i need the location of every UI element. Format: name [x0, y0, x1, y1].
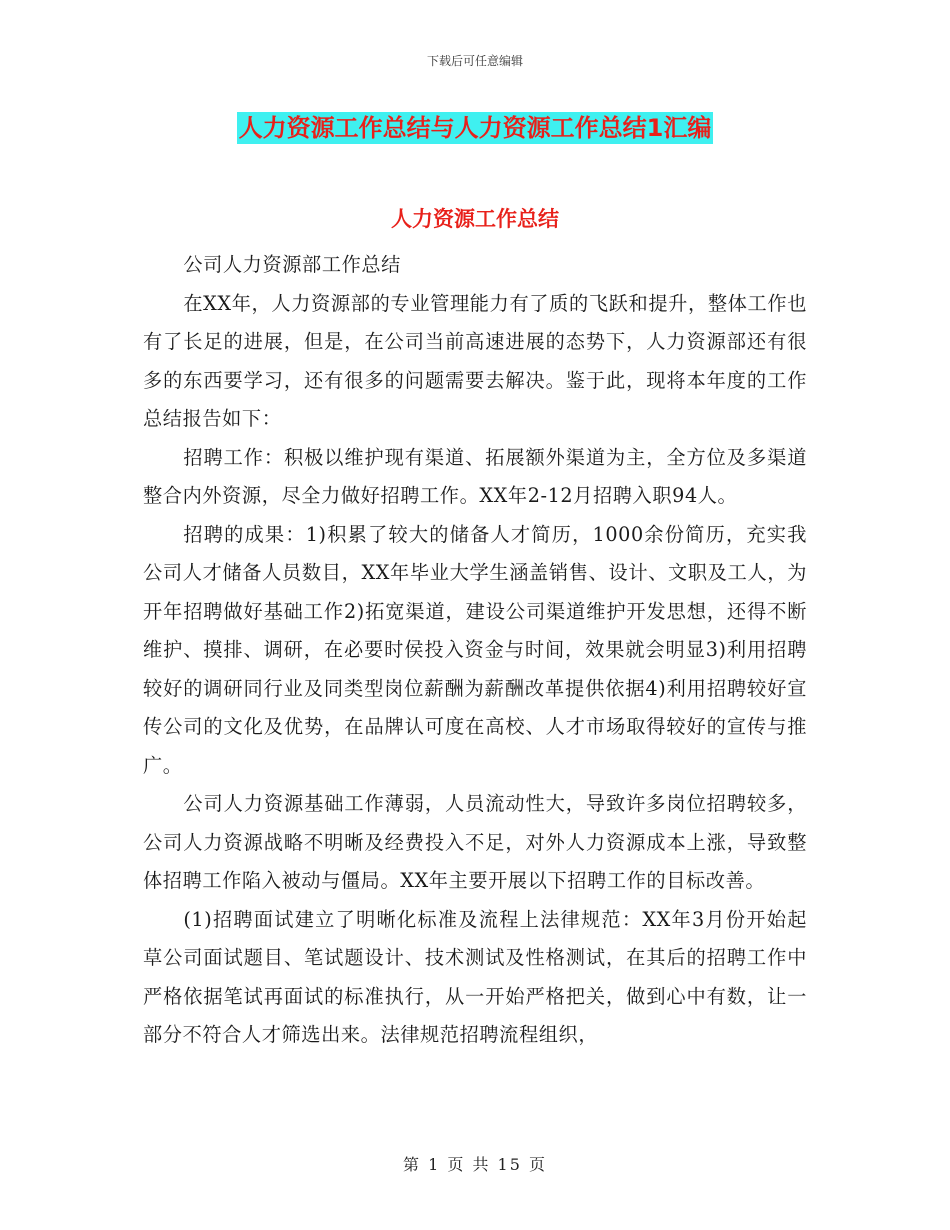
- body-paragraph: 招聘的成果：1)积累了较大的储备人才简历，1000余份简历，充实我公司人才储备人员数目，XX年毕业大学生涵盖销售、设计、文职及工人，为开年招聘做好基础工作2)拓宽渠道，建设公司渠道维护开发思想，还得不断维护、摸排、调研，在必要时侯投入资金与时间，效果就会明显3)利用招聘较好的调研同行业及同类型岗位薪酬为薪酬改革提供依据4)利用招聘较好宣传公司的文化及优势，在品牌认可度在高校、人才市场取得较好的宣传与推广。: [143, 522, 807, 777]
- body-paragraph: 公司人力资源基础工作薄弱，人员流动性大，导致许多岗位招聘较多，公司人力资源战略不明晰及经费投入不足，对外人力资源成本上涨，导致整体招聘工作陷入被动与僵局。XX年主要开展以下招聘工作的目标改善。: [143, 792, 807, 892]
- document-title-text: 人力资源工作总结与人力资源工作总结1汇编: [238, 114, 712, 142]
- body-paragraph: (1)招聘面试建立了明晰化标准及流程上法律规范：XX年3月份开始起草公司面试题目、笔试题设计、技术测试及性格测试，在其后的招聘工作中严格依据笔试再面试的标准执行，从一开始严格把关，做到心中有数，让一部分不符合人才筛选出来。法律规范招聘流程组织，: [143, 907, 807, 1046]
- body-paragraph: 招聘工作：积极以维护现有渠道、拓展额外渠道为主，全方位及多渠道整合内外资源，尽全力做好招聘工作。XX年2-12月招聘入职94人。: [143, 445, 807, 507]
- document-title: [0, 112, 950, 144]
- section-title: 人力资源工作总结: [391, 207, 559, 231]
- body-paragraph: 公司人力资源部工作总结: [183, 253, 401, 276]
- document-body: [143, 246, 807, 1055]
- page-number: 第 1 页 共 15 页: [403, 1155, 547, 1174]
- header-note: 下载后可任意编辑: [426, 54, 523, 68]
- body-paragraph: 在XX年，人力资源部的专业管理能力有了质的飞跃和提升，整体工作也有了长足的进展，但是，在公司当前高速进展的态势下，人力资源部还有很多的东西要学习，还有很多的问题需要去解决。鉴于此，现将本年度的工作总结报告如下：: [143, 291, 807, 430]
